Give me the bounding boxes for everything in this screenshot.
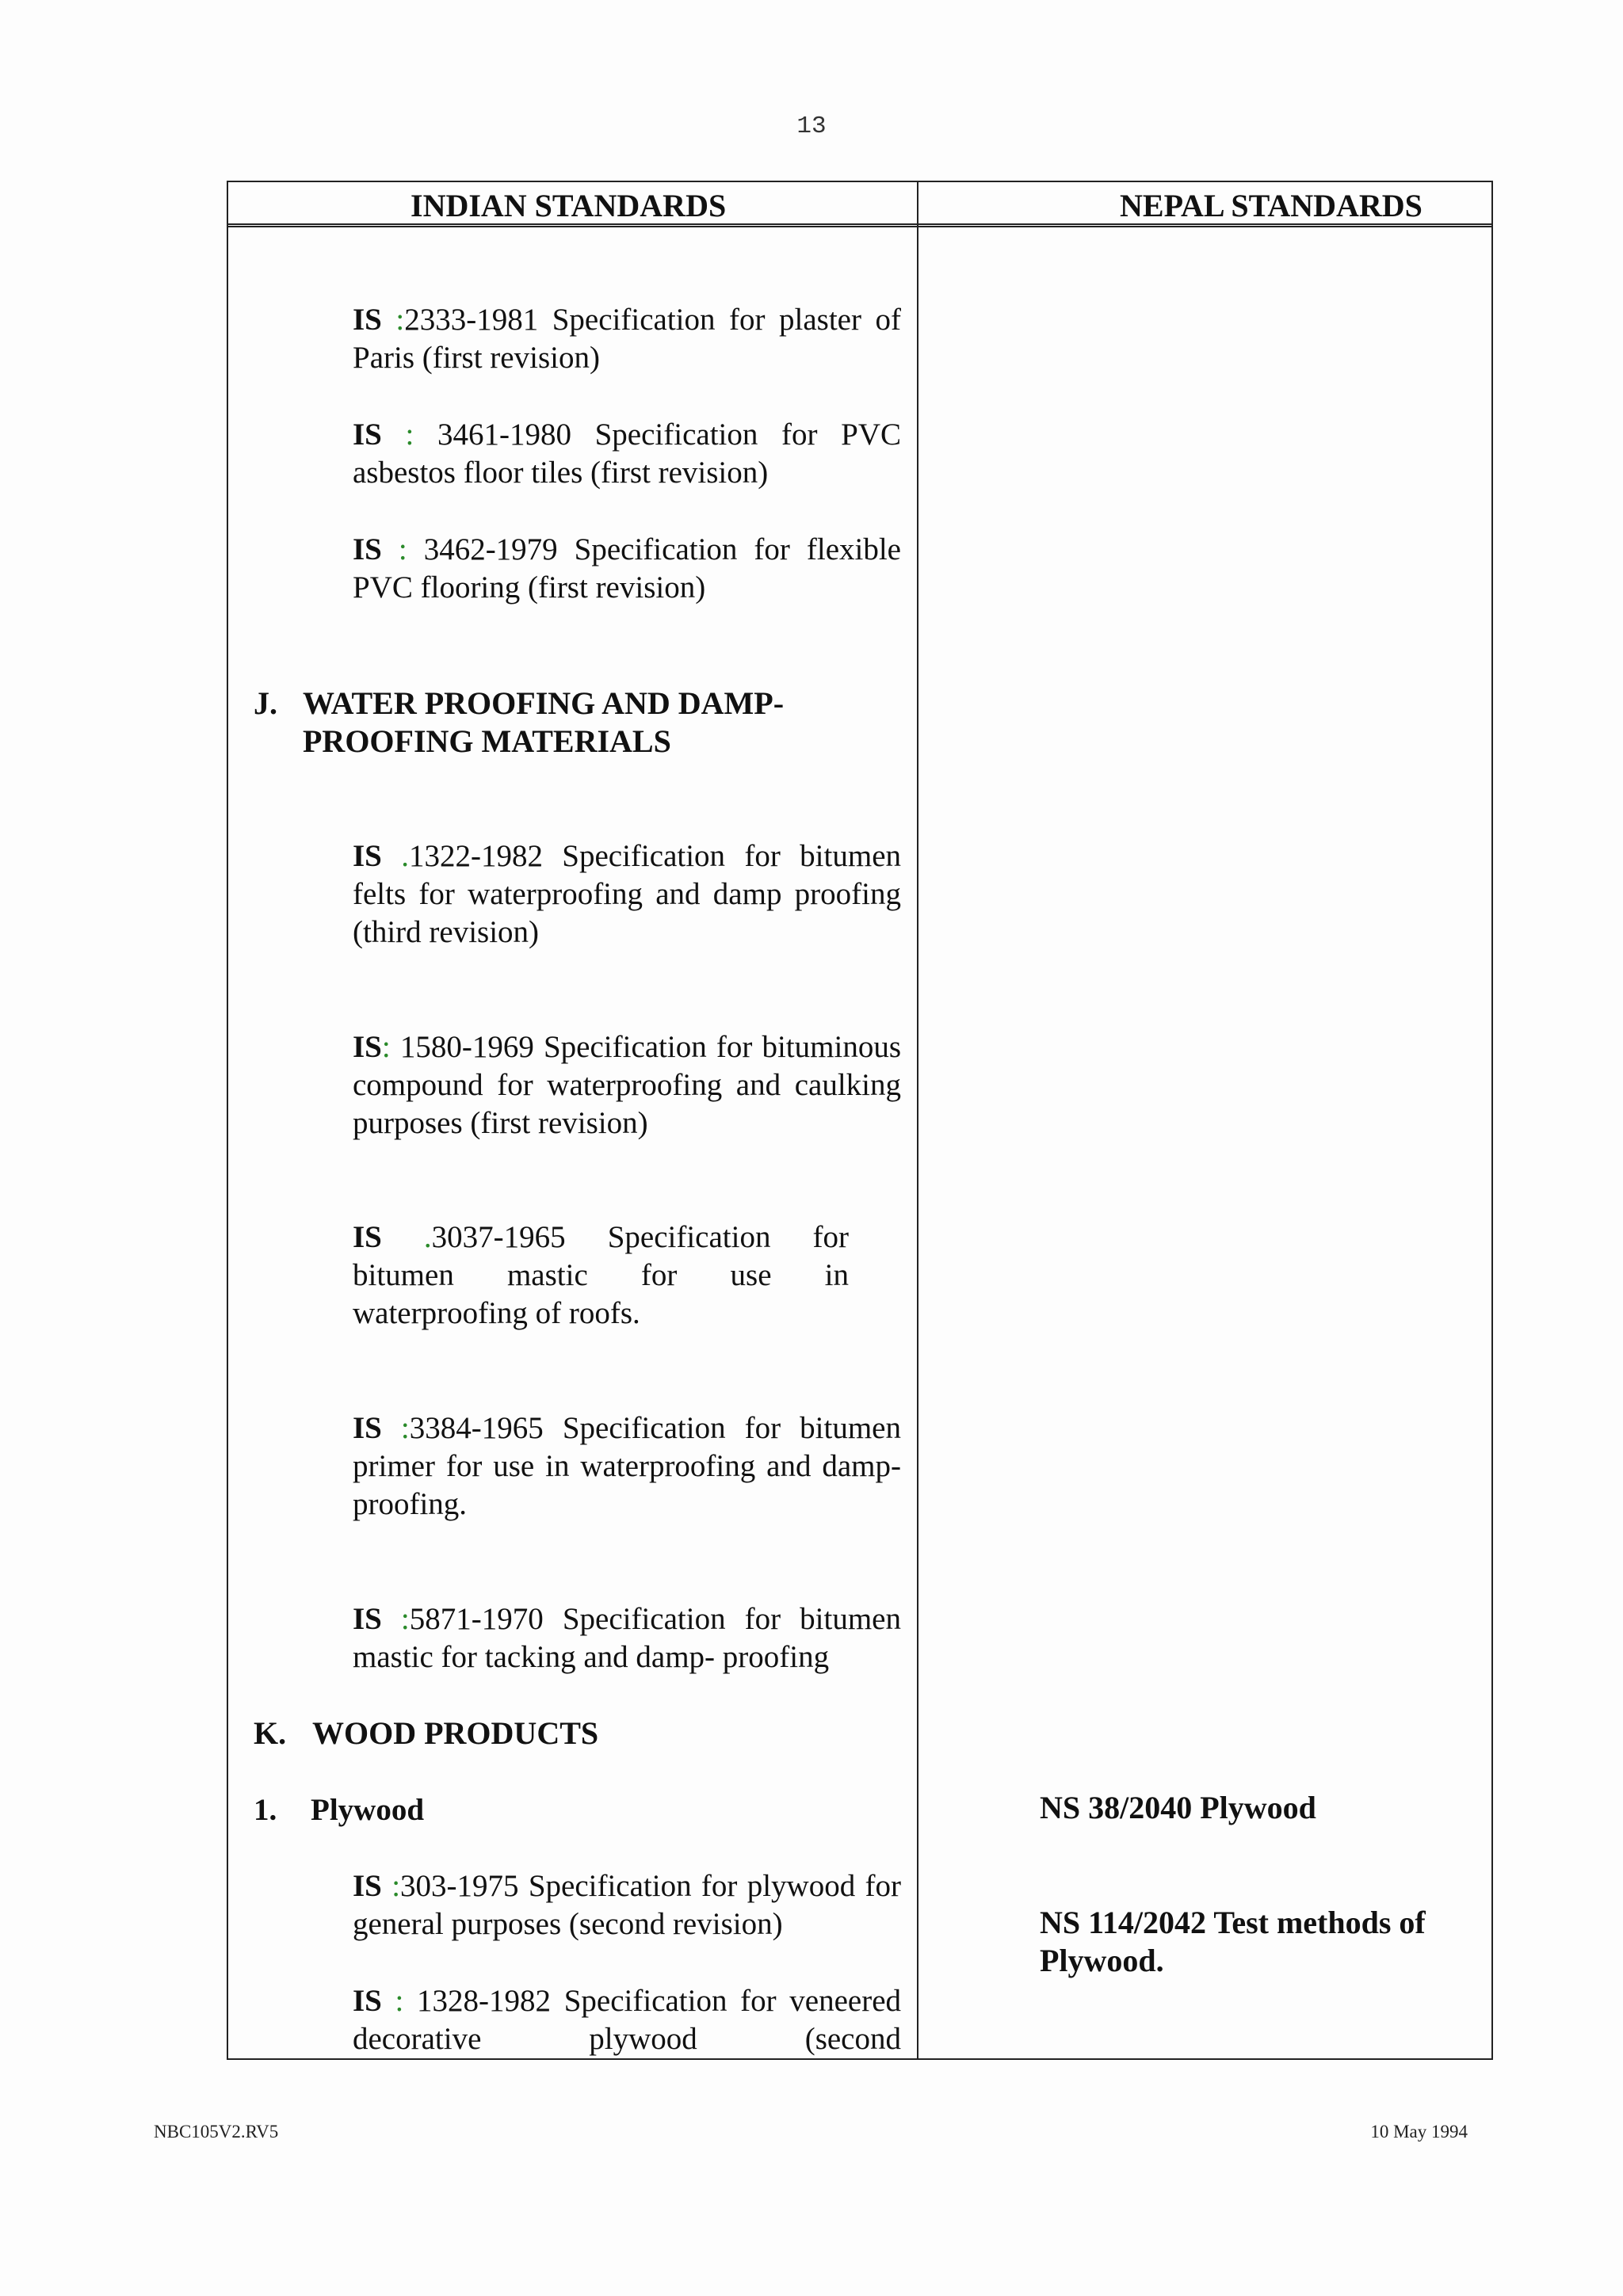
standard-entry-is-303: IS :303-1975 Specification for plywood for general purposes (second revision) [353, 1869, 901, 1941]
standard-entry-is-3461: IS : 3461-1980 Specification for PVC asbestos floor tiles (first revision) [353, 418, 901, 490]
table-header-row [228, 182, 1491, 227]
standard-entry-is-1328: IS : 1328-1982 Specification for veneered decorative plywood (second [353, 1984, 901, 2056]
standard-entry-is-3384: IS :3384-1965 Specification for bitumen primer for use in waterproofing and damp-proofing. [353, 1411, 901, 1521]
header-nepal-standards: NEPAL STANDARDS [1120, 188, 1423, 223]
standard-entry-is-5871: IS :5871-1970 Specification for bitumen mastic for tacking and damp- proofing [353, 1602, 901, 1674]
nepal-standard-ns-38: NS 38/2040 Plywood [1040, 1790, 1316, 1825]
footer-document-id: NBC105V2.RV5 [154, 2122, 279, 2142]
nepal-standard-ns-114: NS 114/2042 Test methods of Plywood. [1040, 1905, 1426, 1978]
standard-entry-is-2333: IS :2333-1981 Specification for plaster of Paris (first revision) [353, 303, 901, 375]
column-divider [917, 182, 918, 2058]
standard-entry-is-1322: IS .1322-1982 Specification for bitumen felts for waterproofing and damp proofing (third revision) [353, 839, 902, 949]
footer-date: 10 May 1994 [1370, 2122, 1468, 2142]
standard-entry-is-3037: IS .3037-1965 Specification for bitumen mastic for use in waterproofing of roofs. [353, 1220, 849, 1330]
standard-entry-is-3462: IS : 3462-1979 Specification for flexible PVC flooring (first revision) [353, 532, 901, 605]
page-number: 13 [796, 113, 827, 140]
header-indian-standards: INDIAN STANDARDS [411, 188, 727, 223]
standard-entry-is-1580: IS: 1580-1969 Specification for bituminous compound for waterproofing and caulking purposes (first revision) [353, 1030, 901, 1140]
